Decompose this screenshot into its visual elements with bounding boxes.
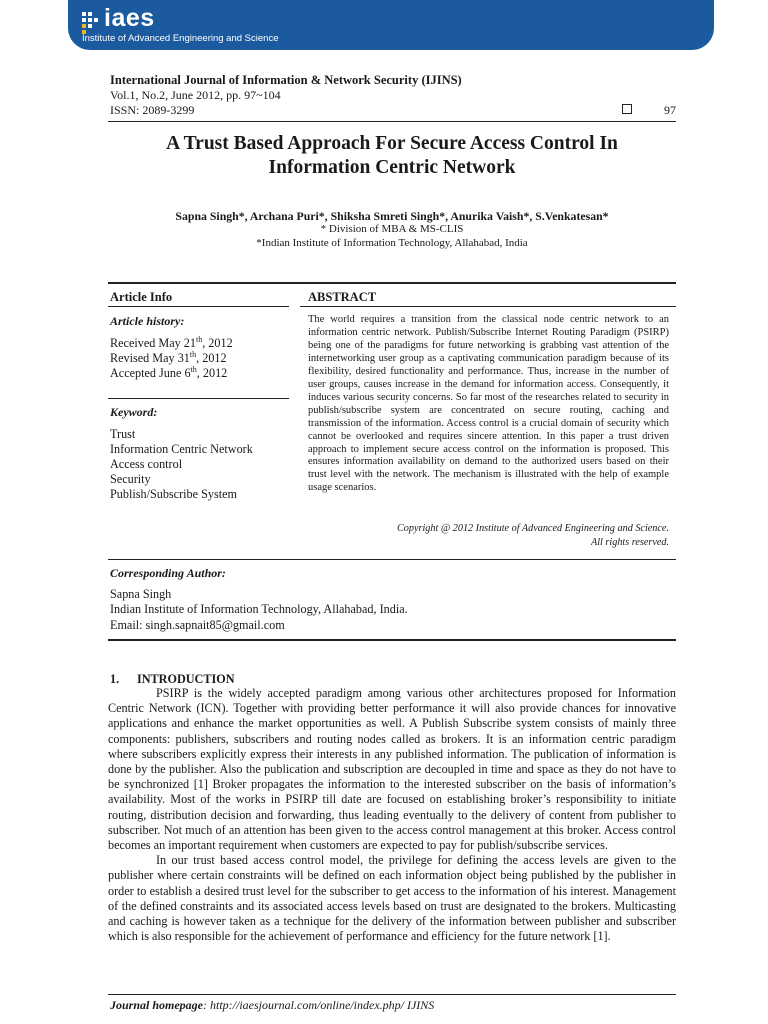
square-icon (622, 104, 632, 114)
affiliation-division: * Division of MBA & MS-CLIS (320, 223, 464, 235)
section-number: 1. (110, 672, 120, 686)
introduction-paragraph-1: PSIRP is the widely accepted paradigm among various other architectures proposed for Information Centric Network (ICN). Together with providing better performance it will also provide chances for innovative applications and enhance the market opportunities as well. A Publish Subscribe system consists of mainly three components: publishers, subscribers and routing nodes called as brokers. It is an information centric paradigm where subscribers explicitly express their interests in any published information. The publication of information is done by the publisher. Also the publication and subscription are decoupled in time and space as they do not have to be synchronized [1] Broker propagates the information to the interested subscriber on the basis of information’s availability. Most of the works in PSIRP till date are focused on establishing broker’s responsibility to initiate routing, distribution decision and forwarding, thus leading eventually to the delivery of content from publisher to subscriber. Not much of an attention has been given to the access control management at this broker. Access control becomes an important requirement when customers are expected to pay for publish/subscribe services. (108, 686, 676, 853)
corresponding-rule (108, 559, 676, 560)
introduction-heading (110, 672, 235, 687)
journal-volume: Vol.1, No.2, June 2012, pp. 97~104 (110, 88, 281, 102)
abstract-rule (300, 306, 676, 307)
homepage-url: : http://iaesjournal.com/online/index.php/ IJINS (203, 998, 435, 1012)
keyword-rule (108, 398, 289, 399)
keyword-item: Publish/Subscribe System (110, 487, 237, 501)
revised-date: Revised May 31th, 2012 (110, 350, 227, 366)
title-line-1: A Trust Based Approach For Secure Access Control In (166, 133, 618, 154)
corresponding-author-institute: Indian Institute of Information Technology, Allahabad, India. (110, 602, 408, 616)
abstract-heading: ABSTRACT (308, 290, 377, 304)
keyword-item: Information Centric Network (110, 442, 253, 456)
corresponding-author-name: Sapna Singh (110, 587, 172, 601)
copyright-line: Copyright @ 2012 Institute of Advanced Engineering and Science. (396, 523, 669, 534)
article-info-rule (108, 306, 289, 307)
article-info-heading: Article Info (110, 290, 173, 304)
header-divider (108, 121, 676, 122)
abstract-text: The world requires a transition from the classical node centric network to an information centric network. Publish/Subscribe Internet Routing Paradigm (PSIRP) being one of the paradigms for future networking is grabbing vast attention of the internetworking user group as a captivating communication paradigm because of its flexibility, desired functionality and performance. Thus, increase in the number of user groups, causes increase in the demand for information access. Consequently, it induces various security concerns. So far most of the researches related to security in publish/subscribe system are concentrated on secure routing, caching and transmission of the information. Access control is a crucial domain of security which cannot be overlooked and requires sincere attention. In this paper a trust driven approach to implement secure access control on the information is proposed. This ensures information availability on demand to the authorized users based on their trust level with the network. The mechanism is illustrated with the help of example usage scenarios. (308, 314, 669, 494)
corresponding-author-label: Corresponding Author: (110, 566, 226, 580)
received-date: Received May 21th, 2012 (110, 335, 233, 351)
publisher-name: Institute of Advanced Engineering and Science (82, 33, 279, 44)
section-title: INTRODUCTION (137, 672, 235, 686)
publisher-banner (68, 0, 714, 50)
keyword-item: Security (110, 472, 151, 486)
keyword-item: Trust (110, 427, 136, 441)
journal-issn: ISSN: 2089-3299 (110, 103, 195, 117)
introduction-paragraph-2: In our trust based access control model, the privilege for defining the access levels are given to the publisher where certain constraints will be defined on each information object being published by the publisher in order to establish a desired trust level for the subscriber to get access to the information of his interest. Management of the defined constraints and its associated access levels based on trust are designated to the brokers. Multicasting and caching is however taken as a technique for the delivery of the information between publisher and subscriber which is also responsible for the achievement of performance and efficiency for the future network [1]. (108, 853, 676, 944)
page-number: 97 (664, 103, 676, 117)
keyword-item: Access control (110, 457, 183, 471)
corresponding-author-email: Email: singh.sapnait85@gmail.com (110, 618, 285, 632)
introduction-body (108, 686, 676, 944)
article-history-label: Article history: (110, 314, 185, 328)
journal-title: International Journal of Information & Network Security (IJINS) (110, 73, 462, 87)
keyword-label: Keyword: (110, 405, 158, 419)
logo-text: iaes (104, 4, 155, 32)
journal-homepage: Journal homepage: http://iaesjournal.com/online/index.php/ IJINS (110, 998, 435, 1012)
author-list: Sapna Singh*, Archana Puri*, Shiksha Smreti Singh*, Anurika Vaish*, S.Venkatesan* (175, 209, 609, 223)
accepted-date: Accepted June 6th, 2012 (110, 365, 228, 381)
infobox-top-rule (108, 282, 676, 284)
footer-rule (108, 994, 676, 995)
infobox-bottom-rule (108, 639, 676, 641)
paper-title (108, 132, 676, 180)
iaes-logo-icon (80, 10, 102, 34)
affiliation-institute: *Indian Institute of Information Technology, Allahabad, India (256, 237, 528, 249)
title-line-2: Information Centric Network (268, 157, 516, 178)
rights-line: All rights reserved. (591, 537, 669, 548)
